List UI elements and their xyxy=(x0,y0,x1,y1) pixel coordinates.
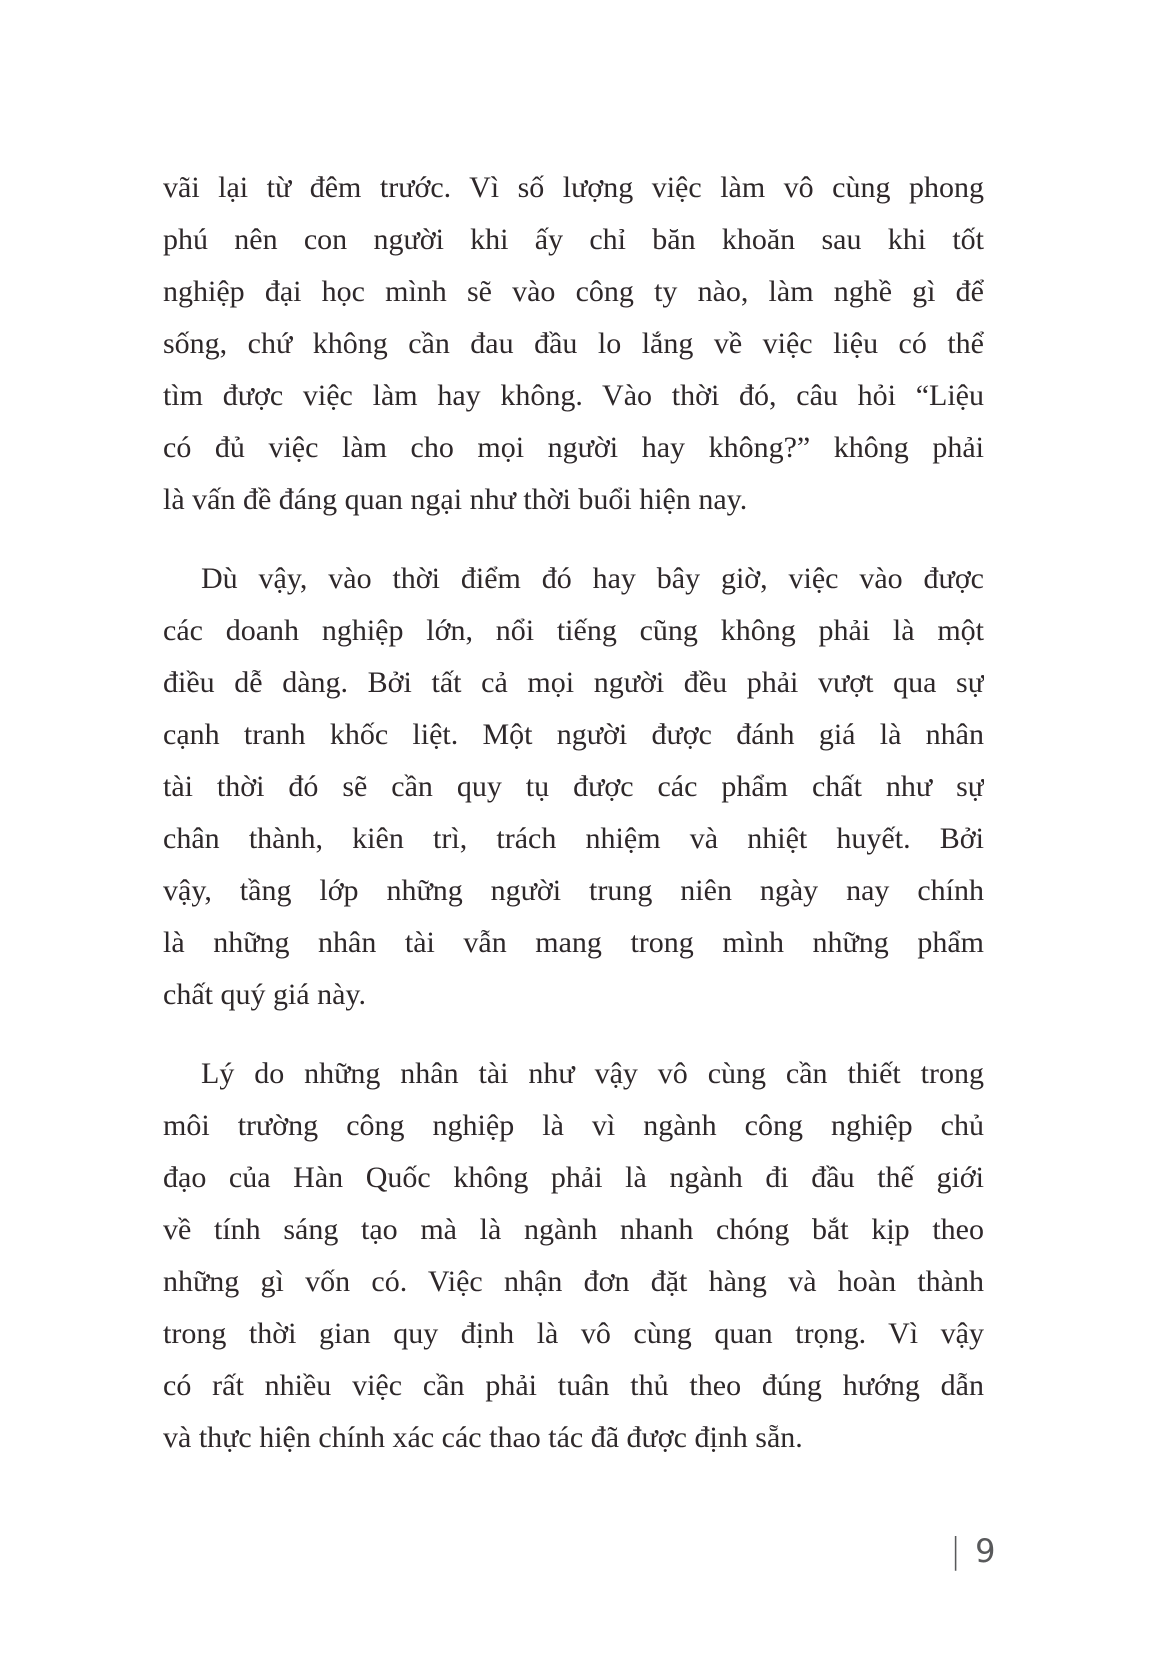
text-line: cạnh tranh khốc liệt. Một người được đánh giá là nhân xyxy=(163,718,984,751)
text-line: chất quý giá này. xyxy=(163,978,366,1011)
text-line: các doanh nghiệp lớn, nổi tiếng cũng không phải là một xyxy=(163,614,984,647)
paragraph xyxy=(163,553,984,1021)
text-line: có rất nhiều việc cần phải tuân thủ theo đúng hướng dẫn xyxy=(163,1369,984,1402)
text-line: là vấn đề đáng quan ngại như thời buổi hiện nay. xyxy=(163,483,748,516)
page-number-separator: | xyxy=(950,1530,962,1571)
paragraph xyxy=(163,162,984,526)
text-line: tài thời đó sẽ cần quy tụ được các phẩm chất như sự xyxy=(163,770,984,803)
text-line: tìm được việc làm hay không. Vào thời đó, câu hỏi “Liệu xyxy=(163,379,984,412)
text-line: vậy, tầng lớp những người trung niên ngày nay chính xyxy=(163,874,984,907)
text-line: sống, chứ không cần đau đầu lo lắng về việc liệu có thể xyxy=(163,327,984,360)
page-footer xyxy=(950,1530,996,1571)
text-line: phú nên con người khi ấy chỉ băn khoăn sau khi tốt xyxy=(163,223,984,256)
text-line: Dù vậy, vào thời điểm đó hay bây giờ, việc vào được xyxy=(201,562,984,595)
text-line: có đủ việc làm cho mọi người hay không?” không phải xyxy=(163,431,984,464)
text-line: và thực hiện chính xác các thao tác đã được định sẵn. xyxy=(163,1421,803,1454)
text-line: trong thời gian quy định là vô cùng quan trọng. Vì vậy xyxy=(163,1317,984,1350)
text-line: đạo của Hàn Quốc không phải là ngành đi đầu thế giới xyxy=(163,1161,984,1194)
text-line: chân thành, kiên trì, trách nhiệm và nhiệt huyết. Bởi xyxy=(163,822,984,855)
text-line: môi trường công nghiệp là vì ngành công nghiệp chủ xyxy=(163,1109,984,1142)
text-line: là những nhân tài vẫn mang trong mình những phẩm xyxy=(163,926,984,959)
text-line: Lý do những nhân tài như vậy vô cùng cần thiết trong xyxy=(201,1057,984,1090)
text-line: vãi lại từ đêm trước. Vì số lượng việc làm vô cùng phong xyxy=(163,171,984,204)
paragraph xyxy=(163,1048,984,1464)
text-line: những gì vốn có. Việc nhận đơn đặt hàng và hoàn thành xyxy=(163,1265,984,1298)
text-line: về tính sáng tạo mà là ngành nhanh chóng bắt kịp theo xyxy=(163,1213,984,1246)
text-line: điều dễ dàng. Bởi tất cả mọi người đều phải vượt qua sự xyxy=(163,666,984,699)
text-line: nghiệp đại học mình sẽ vào công ty nào, làm nghề gì để xyxy=(163,275,984,308)
book-page-text xyxy=(163,162,984,1464)
page-number: 9 xyxy=(975,1531,996,1570)
paragraph-list xyxy=(163,162,984,1464)
